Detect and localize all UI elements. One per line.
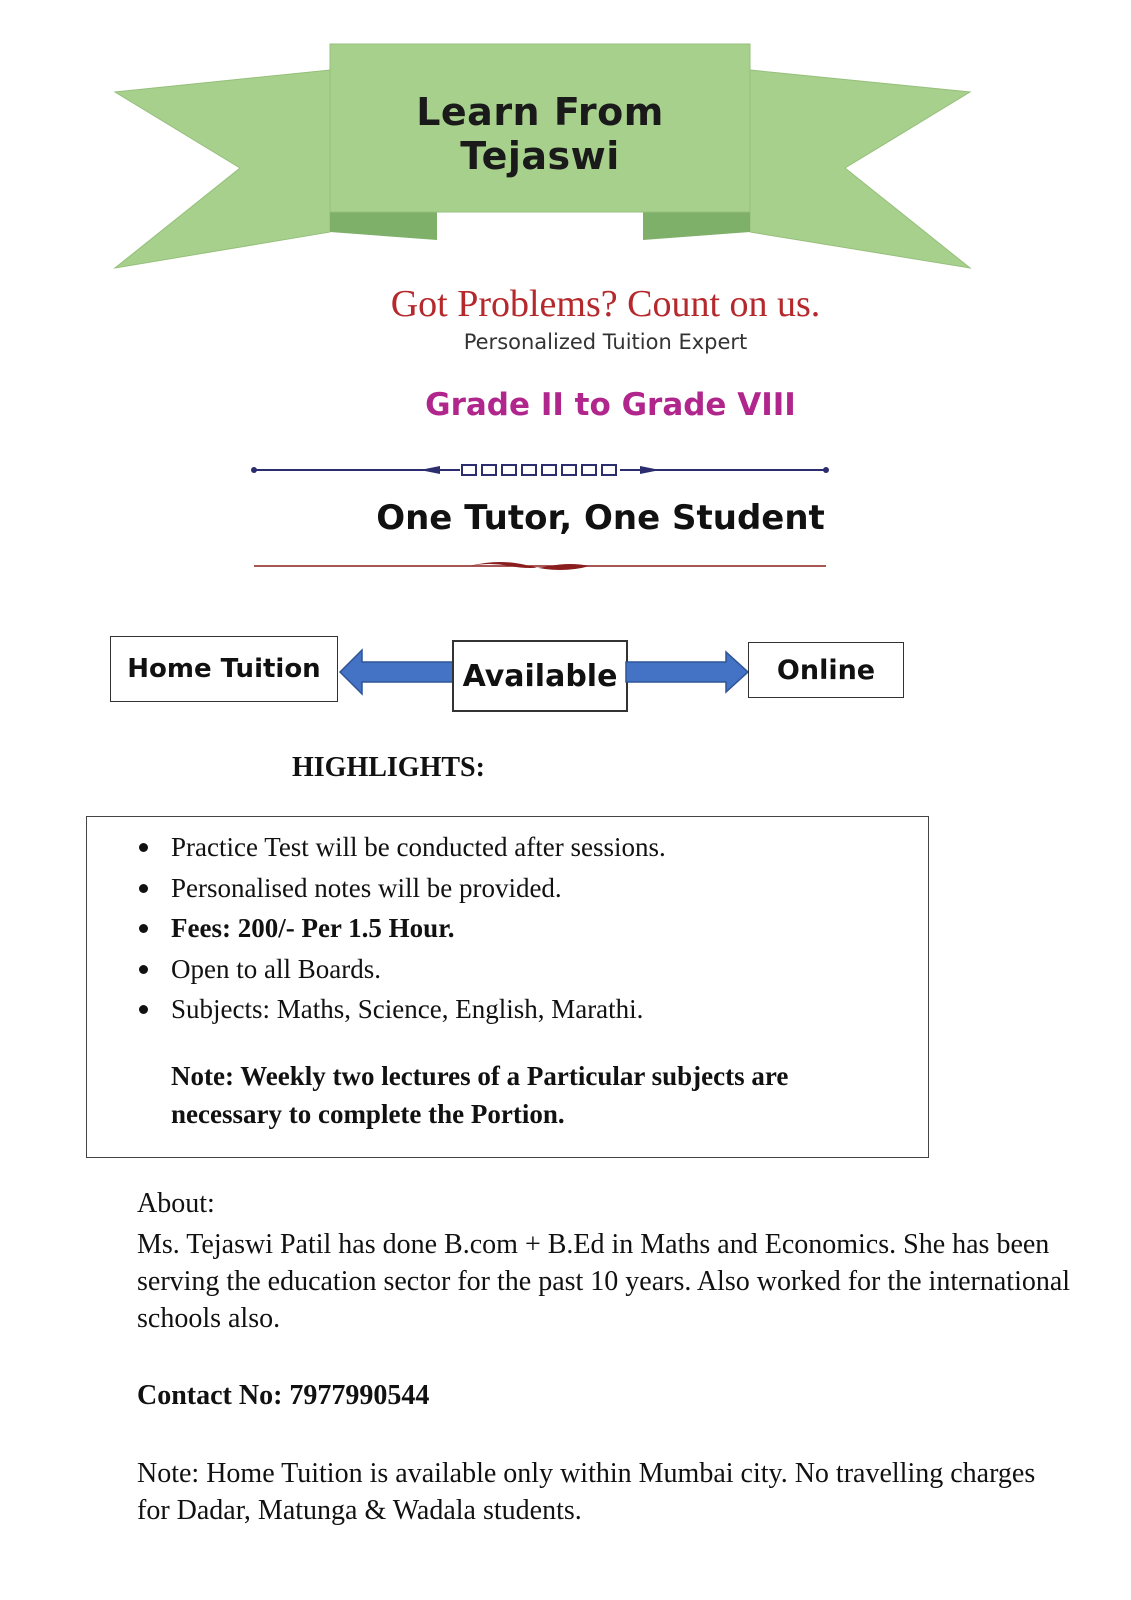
list-item bbox=[87, 827, 666, 868]
grade-range: Grade II to Grade VIII bbox=[425, 387, 796, 423]
left-arrow-icon bbox=[338, 648, 456, 696]
bullet-icon bbox=[139, 843, 148, 852]
final-note: Note: Home Tuition is available only within Mumbai city. No travelling charges for Dadar, Matunga & Wadala students. bbox=[137, 1458, 1036, 1526]
available-box: Available bbox=[452, 640, 628, 712]
list-item-text: Fees: 200/- Per 1.5 Hour. bbox=[171, 913, 455, 943]
list-item bbox=[87, 908, 666, 949]
highlights-note: Note: Weekly two lectures of a Particular subjects are necessary to complete the Portion. bbox=[171, 1061, 789, 1129]
contact-number: Contact No: 7977990544 bbox=[137, 1380, 430, 1411]
list-item bbox=[87, 989, 666, 1030]
list-item-text: Open to all Boards. bbox=[171, 953, 381, 984]
motto: One Tutor, One Student bbox=[376, 498, 825, 538]
right-arrow-icon bbox=[624, 650, 750, 694]
about-label: About: bbox=[137, 1188, 215, 1219]
highlights-list bbox=[87, 827, 666, 1030]
list-item-text: Personalised notes will be provided. bbox=[171, 872, 562, 903]
list-item bbox=[87, 949, 666, 990]
subtagline: Personalized Tuition Expert bbox=[463, 330, 748, 354]
bullet-icon bbox=[139, 1005, 148, 1014]
online-box: Online bbox=[748, 642, 904, 698]
list-item-text: Subjects: Maths, Science, English, Marathi. bbox=[171, 994, 644, 1024]
bullet-icon bbox=[139, 924, 148, 933]
list-item bbox=[87, 868, 666, 909]
tagline: Got Problems? Count on us. bbox=[390, 283, 821, 325]
home-tuition-box: Home Tuition bbox=[110, 636, 338, 702]
ornamental-divider-top bbox=[250, 460, 830, 480]
banner-title: Learn From Tejaswi bbox=[416, 90, 664, 178]
ornamental-divider-bottom bbox=[250, 558, 830, 574]
highlights-box bbox=[86, 816, 929, 1158]
about-text: Ms. Tejaswi Patil has done B.com + B.Ed in Maths and Economics. She has been serving the education sector for the past 10 years. Also worked for the international schools also. bbox=[137, 1229, 1071, 1334]
list-item-text: Practice Test will be conducted after sessions. bbox=[171, 832, 666, 862]
bullet-icon bbox=[139, 965, 148, 974]
bullet-icon bbox=[139, 884, 148, 893]
highlights-heading: HIGHLIGHTS: bbox=[292, 752, 485, 783]
